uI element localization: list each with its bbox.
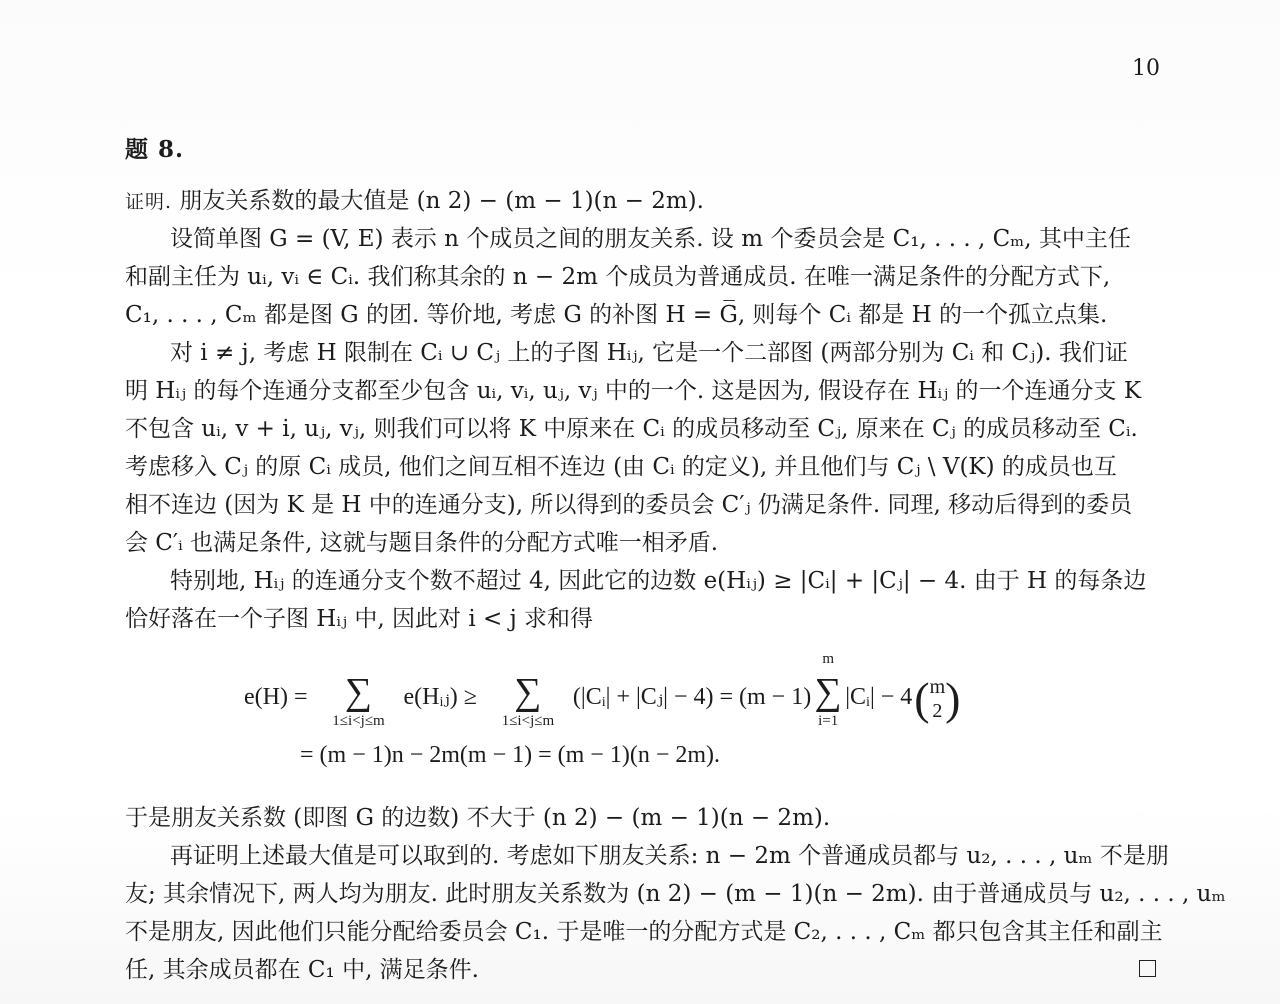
paragraph-line: 会 C′ᵢ 也满足条件, 这就与题目条件的分配方式唯一相矛盾. [125,530,719,556]
sum-2: ∑ 1≤i<j≤m [483,677,573,711]
binomial-bottom: 2 [932,699,943,722]
proof-label: 证明. [125,191,173,213]
paragraph-line: 不包含 uᵢ, v + i, uⱼ, vⱼ, 则我们可以将 K 中原来在 Cᵢ 的成员移动至 Cⱼ, 原来在 Cⱼ 的成员移动至 Cᵢ. [125,416,1138,442]
eq-lhs: e(H) = [244,684,314,711]
binomial: (m 2) [914,673,961,724]
sum-3: m ∑ i=1 [811,677,845,711]
paragraph-line: 不是朋友, 因此他们只能分配给委员会 C₁. 于是唯一的分配方式是 C₂, . . . , Cₘ 都只包含其主任和副主 [125,919,1163,945]
sum-3-superscript: m [822,651,835,668]
proof-line-1 [125,186,704,217]
page-number: 10 [1132,56,1160,81]
paragraph-line: C₁, . . . , Cₘ 都是图 G 的团. 等价地, 考虑 G 的补图 H = G̅, 则每个 Cᵢ 都是 H 的一个孤立点集. [125,302,1108,328]
sum-3-subscript: i=1 [818,713,839,730]
equation-row-1 [244,651,961,730]
eq-term-1: e(Hᵢⱼ) ≥ [403,684,483,711]
eq-term-3: |Cᵢ| − 4 [845,684,913,711]
sum-1: ∑ 1≤i<j≤m [314,677,404,711]
paragraph-line: 任, 其余成员都在 C₁ 中, 满足条件. [125,957,479,983]
paragraph-line: 明 Hᵢⱼ 的每个连通分支都至少包含 uᵢ, vᵢ, uⱼ, vⱼ 中的一个. 这是因为, 假设存在 Hᵢⱼ 的一个连通分支 K [125,378,1142,404]
equation-row-2: = (m − 1)n − 2m(m − 1) = (m − 1)(n − 2m). [300,742,721,768]
paragraph-line: 特别地, Hᵢⱼ 的连通分支个数不超过 4, 因此它的边数 e(Hᵢⱼ) ≥ |Cᵢ| + |Cⱼ| − 4. 由于 H 的每条边 [170,568,1147,594]
paragraph-line: 友; 其余情况下, 两人均为朋友. 此时朋友关系数为 (n 2) − (m − 1)(n − 2m). 由于普通成员与 u₂, . . . , uₘ [125,881,1226,907]
paragraph-line: 相不连边 (因为 K 是 H 中的连通分支), 所以得到的委员会 C′ⱼ 仍满足条件. 同理, 移动后得到的委员 [125,492,1133,518]
paragraph-line: 于是朋友关系数 (即图 G 的边数) 不大于 (n 2) − (m − 1)(n − 2m). [125,805,831,831]
paragraph-line: 和副主任为 uᵢ, vᵢ ∈ Cᵢ. 我们称其余的 n − 2m 个成员为普通成员. 在唯一满足条件的分配方式下, [125,264,1111,290]
paragraph-line: 考虑移入 Cⱼ 的原 Cᵢ 成员, 他们之间互相不连边 (由 Cᵢ 的定义), 并且他们与 Cⱼ \ V(K) 的成员也互 [125,454,1117,480]
paragraph-line: 恰好落在一个子图 Hᵢⱼ 中, 因此对 i < j 求和得 [125,606,594,632]
binomial-top: m [929,675,946,698]
sum-1-subscript: 1≤i<j≤m [332,713,385,730]
problem-heading: 题 8. [125,136,185,163]
sum-2-subscript: 1≤i<j≤m [501,713,555,730]
paragraph-line: 对 i ≠ j, 考虑 H 限制在 Cᵢ ∪ Cⱼ 上的子图 Hᵢⱼ, 它是一个二部图 (两部分别为 Cᵢ 和 Cⱼ). 我们证 [170,340,1128,366]
paragraph-line: 再证明上述最大值是可以取到的. 考虑如下朋友关系: n − 2m 个普通成员都与 u₂, . . . , uₘ 不是朋 [170,843,1169,869]
qed-square-icon [1139,960,1156,977]
proof-text: 朋友关系数的最大值是 (n 2) − (m − 1)(n − 2m). [179,188,704,214]
paragraph-line: 设简单图 G = (V, E) 表示 n 个成员之间的朋友关系. 设 m 个委员会是 C₁, . . . , Cₘ, 其中主任 [170,226,1131,252]
eq-term-2: (|Cᵢ| + |Cⱼ| − 4) = (m − 1) [572,684,812,711]
